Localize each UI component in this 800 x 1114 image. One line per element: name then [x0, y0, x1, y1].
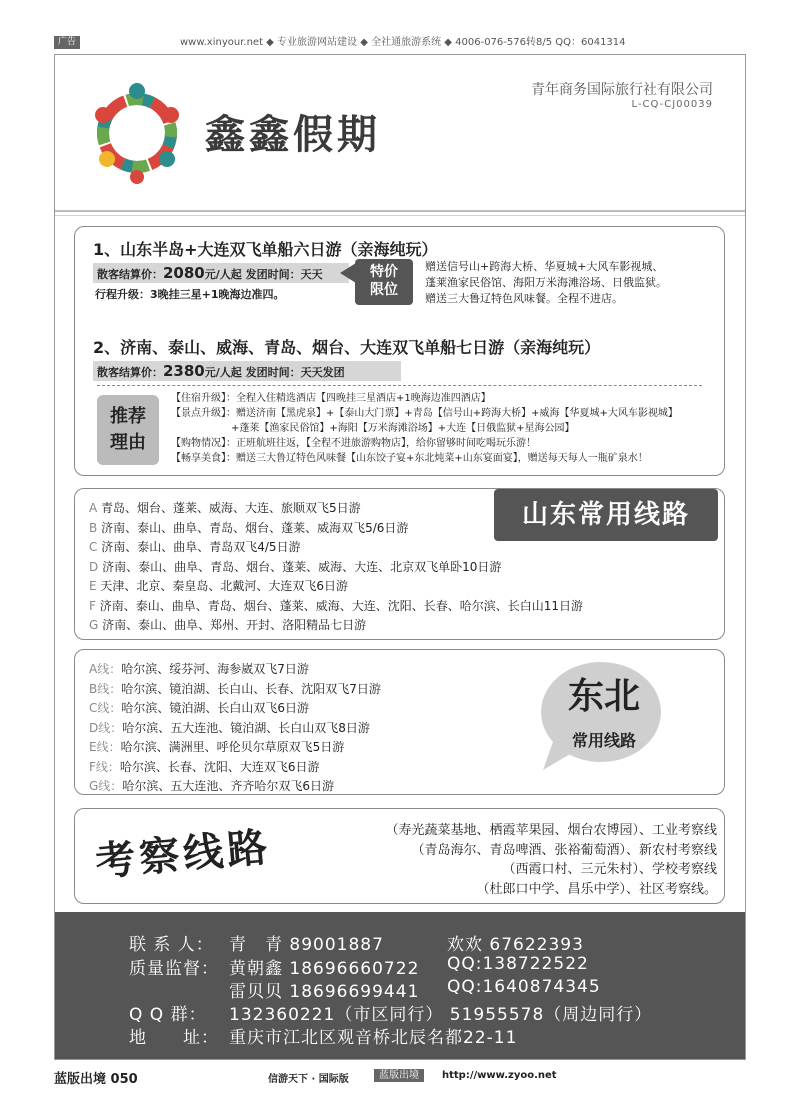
detail-line: 【住宿升级】：全程入住精选酒店【四晚挂三星酒店+1晚海边准四酒店】 — [171, 393, 491, 404]
list-item: B线：哈尔滨、镜泊湖、长白山、长春、沈阳双飞7日游 — [89, 681, 381, 696]
list-item: E 天津、北京、秦皇岛、北戴河、大连双飞6日游 — [89, 579, 349, 593]
list-item: G线：哈尔滨、五大连池、齐齐哈尔双飞6日游 — [89, 779, 334, 793]
detail-line: 【购物情况】：正班航班往返，【全程不进旅游购物店】，给你留够时间吃喝玩乐游！ — [171, 438, 536, 449]
route2-title: 2、济南、泰山、威海、青岛、烟台、大连双飞单船七日游（亲海纯玩） — [93, 338, 601, 357]
top-ad-bar — [54, 36, 746, 50]
list-item: E线：哈尔滨、满洲里、呼伦贝尔草原双飞5日游 — [89, 740, 345, 754]
recommend-line-1: 推荐 — [110, 406, 146, 427]
footer-url[interactable]: http://www.zyoo.net — [442, 1070, 557, 1081]
dongbei-title: 东北 — [567, 675, 640, 717]
special-line-2: 限位 — [370, 282, 398, 298]
route1-gifts — [425, 259, 667, 307]
ad-tag: 广告 — [54, 36, 80, 49]
detail-line: 【畅享美食】：赠送三大鲁辽特色风味餐【山东饺子宴+东北炖菜+山东宴面宴】，赠送每天每人一瓶矿泉水！ — [171, 453, 648, 464]
route2-price-label: 散客结算价： — [97, 366, 163, 379]
list-item: D线：哈尔滨、五大连池、镜泊湖、长白山双飞8日游 — [89, 720, 370, 735]
recommend-line-2: 理由 — [110, 432, 146, 453]
dongbei-routes-box — [74, 649, 725, 795]
list-item: C 济南、泰山、曲阜、青岛双飞4/5日游 — [89, 540, 301, 554]
list-item: （青岛海尔、青岛啤酒、张裕葡萄酒）、新农村考察线 — [411, 842, 717, 858]
gift-line: 赠送三大鲁辽特色风味餐。全程不进店。 — [425, 292, 623, 305]
contact-row: 雷贝贝 18696699441 QQ:1640874345 — [229, 977, 601, 1002]
route1-upgrade: 行程升级：3晚挂三星+1晚海边准四。 — [95, 288, 285, 301]
inspection-title: 考察线路 — [93, 823, 273, 886]
list-item: C线：哈尔滨、镜泊湖、长白山双飞6日游 — [89, 701, 310, 715]
logo-people-ring-icon — [85, 81, 189, 185]
contact-row: 地 址： 重庆市江北区观音桥北辰名都22-11 — [129, 1028, 518, 1048]
detail-line: +蓬莱【渔家民俗馆】+海阳【万米海滩浴场】+大连【日俄监狱+星海公园】 — [171, 423, 575, 434]
route1-price-label: 散客结算价： — [97, 268, 163, 281]
route1-price-unit: 元/人起 发团时间：天天 — [204, 268, 323, 281]
list-item: F 济南、泰山、曲阜、青岛、烟台、蓬莱、威海、大连、沈阳、长春、哈尔滨、长白山11日游 — [89, 598, 584, 613]
inspection-list — [313, 821, 717, 899]
shandong-section-tag: 山东常用线路 — [494, 489, 718, 541]
route2-price: 2380 — [163, 362, 205, 380]
contact-row: Q Q 群： 132360221（市区同行） 51955578（周边同行） — [129, 1005, 653, 1025]
list-item: （寿光蔬菜基地、栖霞苹果园、烟台农博园）、工业考察线 — [385, 823, 717, 838]
gift-line: 赠送信号山+跨海大桥、华夏城+大风车影视城、 — [425, 260, 664, 273]
special-offer-badge — [355, 259, 413, 305]
recommend-details — [171, 391, 678, 466]
featured-routes-box — [74, 226, 725, 476]
contact-row: 质量监督： 黄朝鑫 18696660722 QQ:138722522 — [129, 954, 589, 979]
list-item: B 济南、泰山、曲阜、青岛、烟台、蓬莱、威海双飞5/6日游 — [89, 520, 409, 535]
contact-panel — [55, 912, 745, 1059]
page-number: 蓝版出境 050 — [54, 1072, 138, 1087]
list-item: A 青岛、烟台、蓬莱、威海、大连、旅顺双飞5日游 — [89, 501, 361, 515]
shandong-routes-box — [74, 488, 725, 640]
route1-price-bar — [93, 263, 349, 283]
dongbei-subtitle: 常用线路 — [571, 731, 636, 750]
detail-line: 【景点升级】：赠送济南【黑虎泉】+【泰山大门票】+青岛【信号山+跨海大桥】+威海【华夏城+大风车影视城】 — [171, 408, 678, 419]
footer-publication: 信游天下 · 国际版 — [268, 1074, 349, 1085]
contact-row: 联 系 人： 青 青 89001887 欢欢 67622393 — [129, 935, 584, 955]
ad-line: www.xinyour.net ◆ 专业旅游网站建设 ◆ 全社通旅游系统 ◆ 4006-076-576转8/5 QQ：6041314 — [180, 37, 626, 48]
list-item: D 济南、泰山、曲阜、青岛、烟台、蓬莱、威海、大连、北京双飞单卧10日游 — [89, 559, 502, 574]
dongbei-route-list — [89, 660, 381, 797]
page-footer — [54, 1066, 746, 1086]
license-number: L-CQ-CJ00039 — [631, 99, 713, 110]
list-item: （杜郎口中学、昌乐中学）、社区考察线。 — [476, 881, 717, 897]
special-arrow-icon — [340, 263, 356, 283]
dashed-divider — [97, 385, 702, 386]
route2-price-bar — [93, 361, 401, 381]
recommend-badge — [97, 395, 159, 465]
header — [55, 55, 745, 210]
list-item: F线：哈尔滨、长春、沈阳、大连双飞6日游 — [89, 759, 320, 774]
route1-title: 1、山东半岛+大连双飞单船六日游（亲海纯玩） — [93, 240, 438, 259]
header-divider — [55, 210, 745, 212]
gift-line: 蓬莱渔家民俗馆、海阳万米海滩浴场、日俄监狱。 — [425, 276, 667, 289]
list-item: A线：哈尔滨、绥芬河、海参崴双飞7日游 — [89, 662, 309, 676]
list-item: （西霞口村、三元朱村）、学校考察线 — [502, 862, 717, 877]
route1-price: 2080 — [163, 264, 205, 282]
header-divider-thin — [55, 215, 745, 216]
special-line-1: 特价 — [370, 264, 398, 280]
list-item: G 济南、泰山、曲阜、郑州、开封、洛阳精品七日游 — [89, 618, 367, 632]
brand-name: 鑫鑫假期 — [205, 111, 381, 158]
route2-price-unit: 元/人起 发团时间：天天发团 — [204, 366, 345, 379]
footer-tag: 蓝版出境 — [374, 1069, 424, 1082]
company-name: 青年商务国际旅行社有限公司 — [531, 82, 713, 98]
inspection-routes-box — [74, 808, 725, 904]
